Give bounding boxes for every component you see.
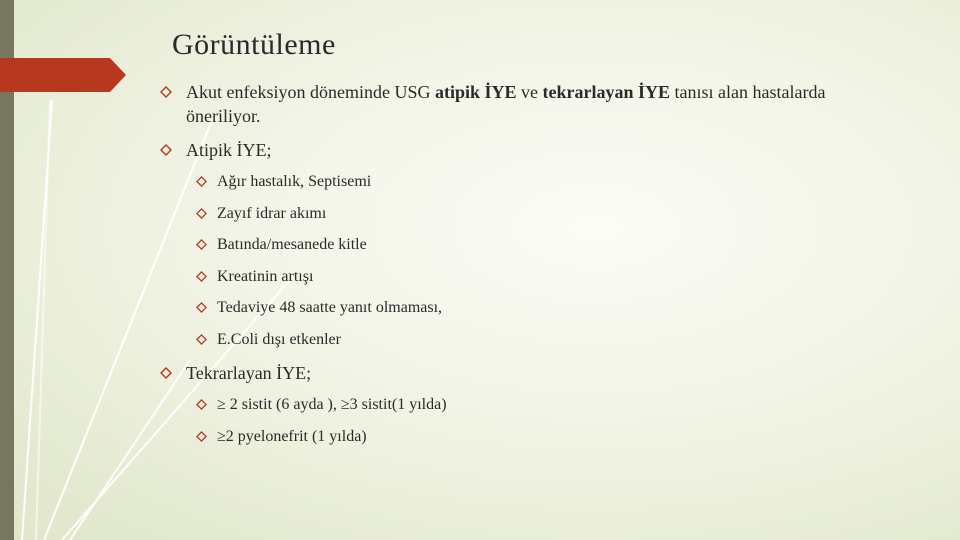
- bullet-item-tekrarlayan: [160, 361, 311, 385]
- diamond-bullet-icon: [196, 176, 207, 187]
- sub-bullet-item: [196, 172, 371, 192]
- diamond-bullet-icon: [196, 239, 207, 250]
- sub-bullet-item: [196, 395, 447, 415]
- sub-bullet-text: Kreatinin artışı: [217, 268, 314, 285]
- bullet-text-usg: Akut enfeksiyon döneminde USG atipik İYE ve tekrarlayan İYE tanısı alan hastalarda öneriliyor.: [186, 82, 826, 126]
- diamond-bullet-icon: [196, 431, 207, 442]
- sub-bullet-item: [196, 204, 326, 224]
- sub-bullet-text: Zayıf idrar akımı: [217, 205, 327, 222]
- sub-bullet-text: Batında/mesanede kitle: [217, 236, 367, 253]
- bullet-text-tekrarlayan: Tekrarlayan İYE;: [186, 363, 312, 383]
- diamond-bullet-icon: [196, 399, 207, 410]
- bullet-item-usg: [160, 80, 846, 128]
- sub-bullet-text: ≥2 pyelonefrit (1 yılda): [217, 428, 367, 445]
- diamond-bullet-icon: [196, 271, 207, 282]
- sub-bullet-text: E.Coli dışı etkenler: [217, 331, 341, 348]
- diamond-bullet-icon: [196, 302, 207, 313]
- sub-bullet-item: [196, 267, 313, 287]
- sub-bullet-text: Ağır hastalık, Septisemi: [217, 173, 372, 190]
- bullet-text-atipik: Atipik İYE;: [186, 140, 272, 160]
- slide-title: Görüntüleme: [172, 28, 336, 61]
- diamond-bullet-icon: [160, 367, 172, 379]
- sub-bullet-text: ≥ 2 sistit (6 ayda ), ≥3 sistit(1 yılda): [217, 396, 447, 413]
- sub-bullet-item: [196, 298, 442, 318]
- diamond-bullet-icon: [196, 208, 207, 219]
- sub-bullet-text: Tedaviye 48 saatte yanıt olmaması,: [217, 299, 443, 316]
- bullet-item-atipik: [160, 138, 272, 162]
- sub-bullet-item: [196, 427, 367, 447]
- diamond-bullet-icon: [160, 86, 172, 98]
- diamond-bullet-icon: [160, 144, 172, 156]
- sub-bullet-item: [196, 235, 367, 255]
- diamond-bullet-icon: [196, 334, 207, 345]
- sub-bullet-item: [196, 330, 341, 350]
